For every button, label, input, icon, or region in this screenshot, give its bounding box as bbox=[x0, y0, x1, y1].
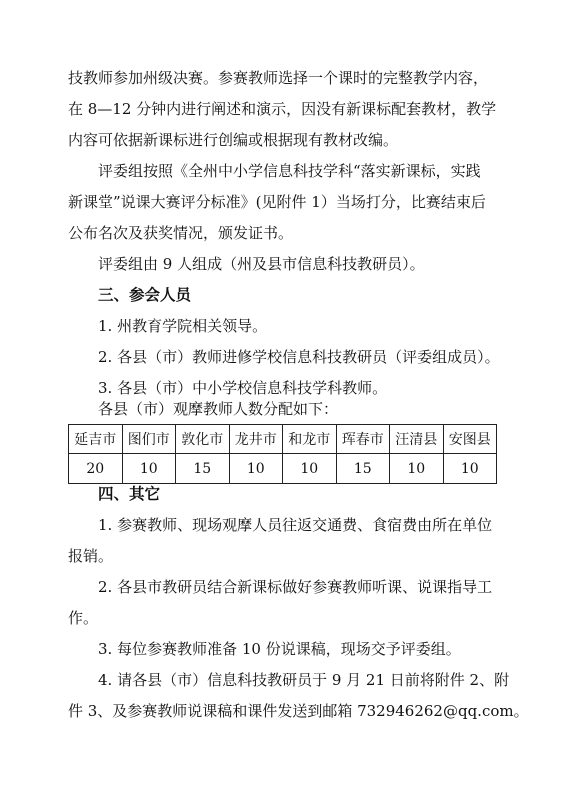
table-header-cell: 图们市 bbox=[122, 425, 176, 454]
table-cell: 10 bbox=[122, 454, 176, 484]
table-header-cell: 龙井市 bbox=[229, 425, 283, 454]
table-cell: 20 bbox=[69, 454, 123, 484]
table-cell: 15 bbox=[176, 454, 230, 484]
paragraph-line: 内容可依据新课标进行创编或根据现有教材改编。 bbox=[68, 131, 399, 149]
section-heading-attendees: 三、参会人员 bbox=[98, 286, 192, 304]
table-header-row bbox=[69, 425, 497, 454]
section-heading-other: 四、其它 bbox=[98, 485, 161, 503]
table-row bbox=[69, 454, 497, 484]
list-item-continuation: 件 3、及参赛教师说课稿和课件发送到邮箱 732946262@qq.com。 bbox=[68, 702, 529, 720]
paragraph-line: 在 8—12 分钟内进行阐述和演示，因没有新课标配套教材，教学 bbox=[68, 100, 497, 118]
table-cell: 10 bbox=[283, 454, 337, 484]
paragraph-line: 评委组由 9 人组成（州及县市信息科技教研员）。 bbox=[98, 255, 425, 273]
list-item-continuation: 报销。 bbox=[68, 547, 114, 565]
table-cell: 15 bbox=[336, 454, 390, 484]
list-item: 3. 每位参赛教师准备 10 份说课稿，现场交予评委组。 bbox=[98, 640, 461, 658]
paragraph-line: 技教师参加州级决赛。参赛教师选择一个课时的完整教学内容， bbox=[68, 69, 489, 87]
table-header-cell: 汪清县 bbox=[390, 425, 444, 454]
table-cell: 10 bbox=[443, 454, 497, 484]
table-cell: 10 bbox=[229, 454, 283, 484]
list-item-continuation: 作。 bbox=[68, 609, 99, 627]
paragraph-line: 新课堂”说课大赛评分标准》(见附件 1）当场打分，比赛结束后 bbox=[68, 193, 486, 211]
list-item: 4. 请各县（市）信息科技教研员于 9 月 21 日前将附件 2、附 bbox=[98, 671, 510, 689]
table-intro: 各县（市）观摩教师人数分配如下： bbox=[98, 400, 339, 418]
table-header-cell: 和龙市 bbox=[283, 425, 337, 454]
observer-allocation-table bbox=[68, 424, 497, 484]
table-header-cell: 延吉市 bbox=[69, 425, 123, 454]
table-header-cell: 安图县 bbox=[443, 425, 497, 454]
list-item: 2. 各县市教研员结合新课标做好参赛教师听课、说课指导工 bbox=[98, 578, 493, 596]
list-item: 3. 各县（市）中小学校信息科技学科教师。 bbox=[98, 379, 388, 397]
list-item: 1. 州教育学院相关领导。 bbox=[98, 317, 268, 335]
paragraph-line: 公布名次及获奖情况，颁发证书。 bbox=[68, 224, 294, 242]
table-header-cell: 敦化市 bbox=[176, 425, 230, 454]
list-item: 1. 参赛教师、现场观摩人员往返交通费、食宿费由所在单位 bbox=[98, 516, 493, 534]
list-item: 2. 各县（市）教师进修学校信息科技教研员（评委组成员）。 bbox=[98, 348, 500, 366]
table-cell: 10 bbox=[390, 454, 444, 484]
table-header-cell: 珲春市 bbox=[336, 425, 390, 454]
paragraph-line: 评委组按照《全州中小学信息科技学科“落实新课标，实践 bbox=[98, 162, 481, 180]
